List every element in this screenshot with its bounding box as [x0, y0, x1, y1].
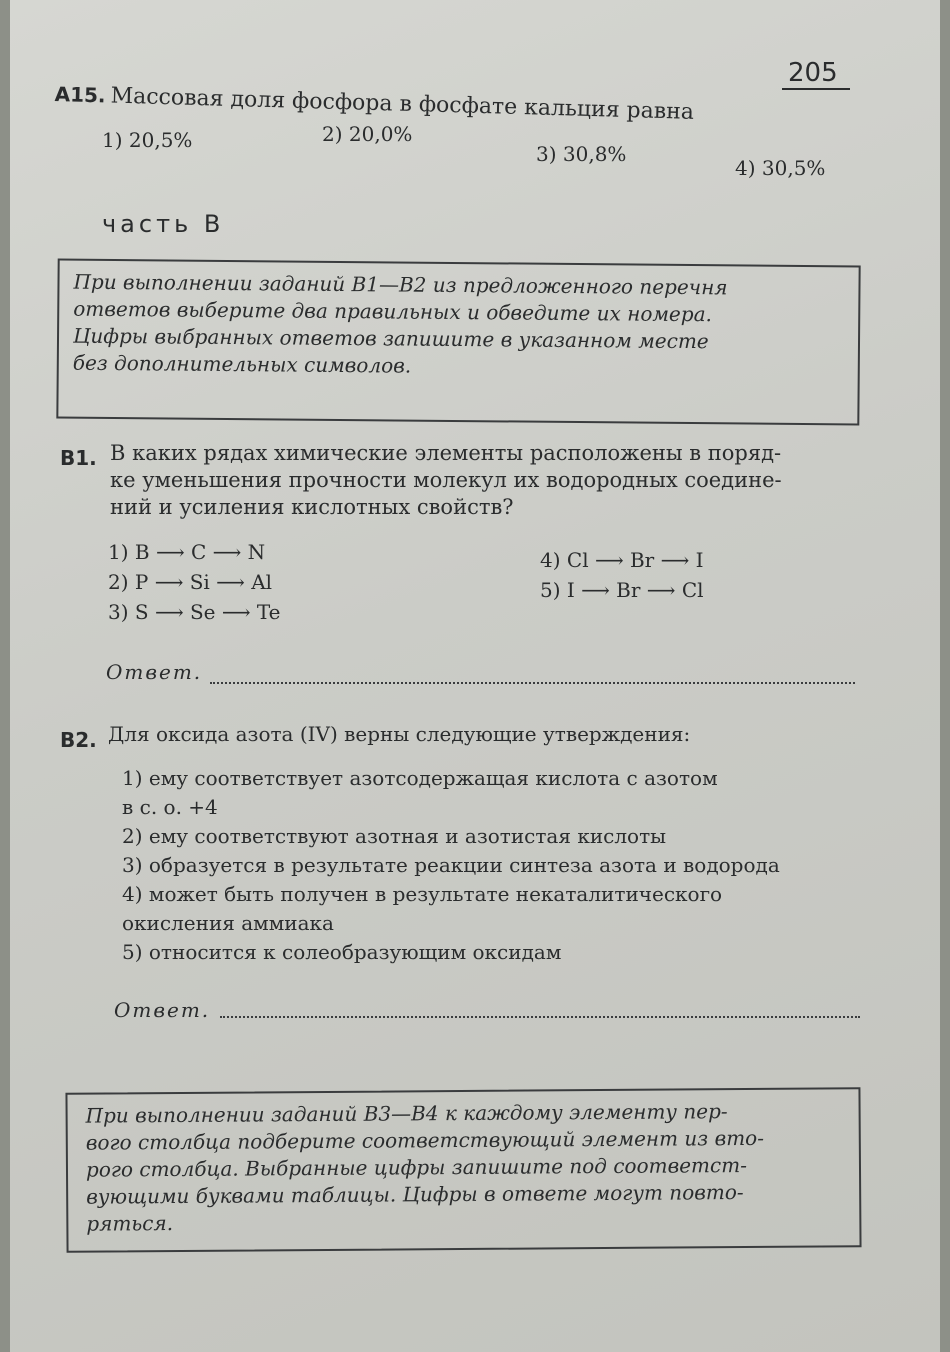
- b2-option-line: 1) ему соответствует азотсодержащая кислота с азотом: [122, 766, 718, 790]
- a15-option-3: 3) 30,8%: [536, 142, 627, 166]
- b2-option-line: в с. о. +4: [122, 795, 218, 819]
- question-b2-number: В2.: [60, 728, 97, 752]
- instruction-line: При выполнении заданий В1—В2 из предложенного перечня: [73, 269, 728, 300]
- b1-option-2: 2) P ⟶ Si ⟶ Al: [108, 570, 273, 594]
- instruction-box-b1-b2: [56, 258, 860, 425]
- instruction-line: рого столбца. Выбранные цифры запишите под соответст-: [85, 1153, 747, 1182]
- question-b2-text: Для оксида азота (IV) верны следующие утверждения:: [108, 722, 691, 746]
- b2-option-line: 2) ему соответствуют азотная и азотистая кислоты: [122, 824, 667, 848]
- instruction-line: Цифры выбранных ответов запишите в указанном месте: [72, 323, 709, 354]
- part-b-heading: часть В: [102, 210, 225, 238]
- b1-answer-line[interactable]: [210, 682, 855, 684]
- a15-option-1: 1) 20,5%: [102, 128, 193, 152]
- instruction-line: При выполнении заданий В3—В4 к каждому элементу пер-: [85, 1099, 728, 1128]
- a15-option-2: 2) 20,0%: [322, 122, 413, 146]
- b1-option-1: 1) B ⟶ C ⟶ N: [108, 540, 266, 564]
- instruction-line: без дополнительных символов.: [72, 350, 412, 378]
- question-b1-number: В1.: [60, 446, 97, 470]
- question-a15-number: А15.: [54, 82, 106, 108]
- question-b1-line: ке уменьшения прочности молекул их водородных соедине-: [110, 468, 782, 492]
- question-a15: [54, 82, 694, 125]
- b2-option-line: 4) может быть получен в результате некаталитического: [122, 882, 723, 906]
- a15-option-4: 4) 30,5%: [735, 156, 826, 180]
- b2-answer-line[interactable]: [220, 1016, 860, 1018]
- b1-option-5: 5) I ⟶ Br ⟶ Cl: [540, 578, 704, 602]
- b2-option-line: 3) образуется в результате реакции синтеза азота и водорода: [122, 853, 780, 877]
- b2-options: [122, 764, 780, 967]
- instruction-line: вого столбца подберите соответствующий элемент из вто-: [85, 1125, 765, 1155]
- textbook-page: [10, 0, 940, 1352]
- instruction-line: вующими буквами таблицы. Цифры в ответе могут повто-: [86, 1180, 744, 1209]
- instruction-line: ответов выберите два правильных и обведите их номера.: [73, 296, 713, 327]
- b1-option-4: 4) Cl ⟶ Br ⟶ I: [540, 548, 704, 572]
- instruction-box-b3-b4: [65, 1087, 861, 1253]
- page-number: 205: [788, 58, 838, 88]
- b1-answer-label: Ответ.: [106, 660, 203, 684]
- b1-option-3: 3) S ⟶ Se ⟶ Te: [108, 600, 281, 624]
- page-number-underline: [782, 88, 850, 90]
- question-a15-text: Массовая доля фосфора в фосфате кальция равна: [110, 83, 695, 125]
- question-b1-text: [110, 440, 860, 521]
- b2-option-line: 5) относится к солеобразующим оксидам: [122, 940, 562, 964]
- question-b1-line: ний и усиления кислотных свойств?: [110, 495, 514, 519]
- b2-option-line: окисления аммиака: [122, 911, 334, 935]
- question-b1-line: В каких рядах химические элементы расположены в поряд-: [110, 441, 782, 465]
- b2-answer-label: Ответ.: [114, 998, 211, 1022]
- instruction-line: ряться.: [86, 1211, 174, 1236]
